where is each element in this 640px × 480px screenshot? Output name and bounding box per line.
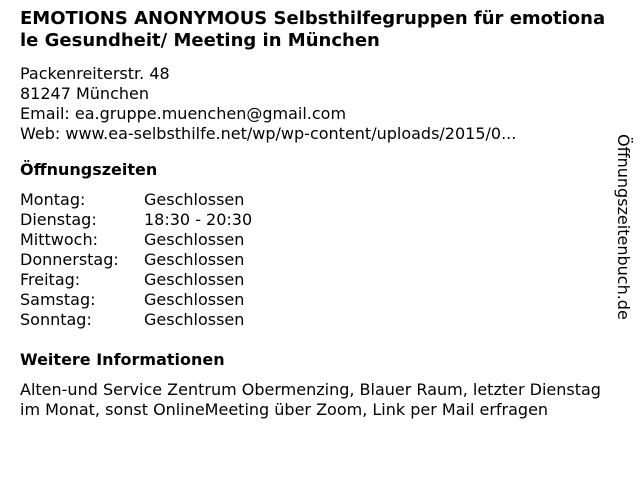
hours-day: Samstag:: [20, 290, 96, 309]
hours-row-saturday: [20, 290, 610, 310]
address-block: [20, 64, 610, 144]
more-info-text: Alten-und Service Zentrum Obermenzing, Blauer Raum, letzter Dienstag im Monat, sonst OnlineMeeting über Zoom, Link per Mail erfragen: [20, 380, 601, 419]
hours-time: Geschlossen: [144, 230, 245, 249]
page-title: EMOTIONS ANONYMOUS Selbsthilfegruppen für emotionale Gesundheit/ Meeting in München: [20, 8, 606, 51]
hours-table: [20, 190, 610, 330]
hours-row-monday: [20, 190, 610, 210]
hours-time: Geschlossen: [144, 310, 245, 329]
web-link[interactable]: Web: www.ea-selbsthilfe.net/wp/wp-content/uploads/2015/0...: [20, 124, 517, 143]
hours-row-wednesday: [20, 230, 610, 250]
hours-time: Geschlossen: [144, 290, 245, 309]
listing-card: [20, 8, 610, 420]
hours-heading: Öffnungszeiten: [20, 160, 158, 179]
hours-day: Sonntag:: [20, 310, 92, 329]
hours-day: Donnerstag:: [20, 250, 119, 269]
city-address: 81247 München: [20, 84, 149, 103]
hours-day: Montag:: [20, 190, 86, 209]
hours-time: Geschlossen: [144, 270, 245, 289]
hours-row-tuesday: [20, 210, 610, 230]
hours-time: 18:30 - 20:30: [144, 210, 253, 229]
hours-time: Geschlossen: [144, 250, 245, 269]
hours-row-thursday: [20, 250, 610, 270]
hours-day: Mittwoch:: [20, 230, 98, 249]
hours-time: Geschlossen: [144, 190, 245, 209]
site-watermark: Öffnungszeitenbuch.de: [614, 134, 633, 320]
hours-day: Freitag:: [20, 270, 81, 289]
more-info-heading: Weitere Informationen: [20, 350, 225, 369]
email-link[interactable]: Email: ea.gruppe.muenchen@gmail.com: [20, 104, 347, 123]
street-address: Packenreiterstr. 48: [20, 64, 170, 83]
hours-row-friday: [20, 270, 610, 290]
hours-day: Dienstag:: [20, 210, 97, 229]
hours-row-sunday: [20, 310, 610, 330]
